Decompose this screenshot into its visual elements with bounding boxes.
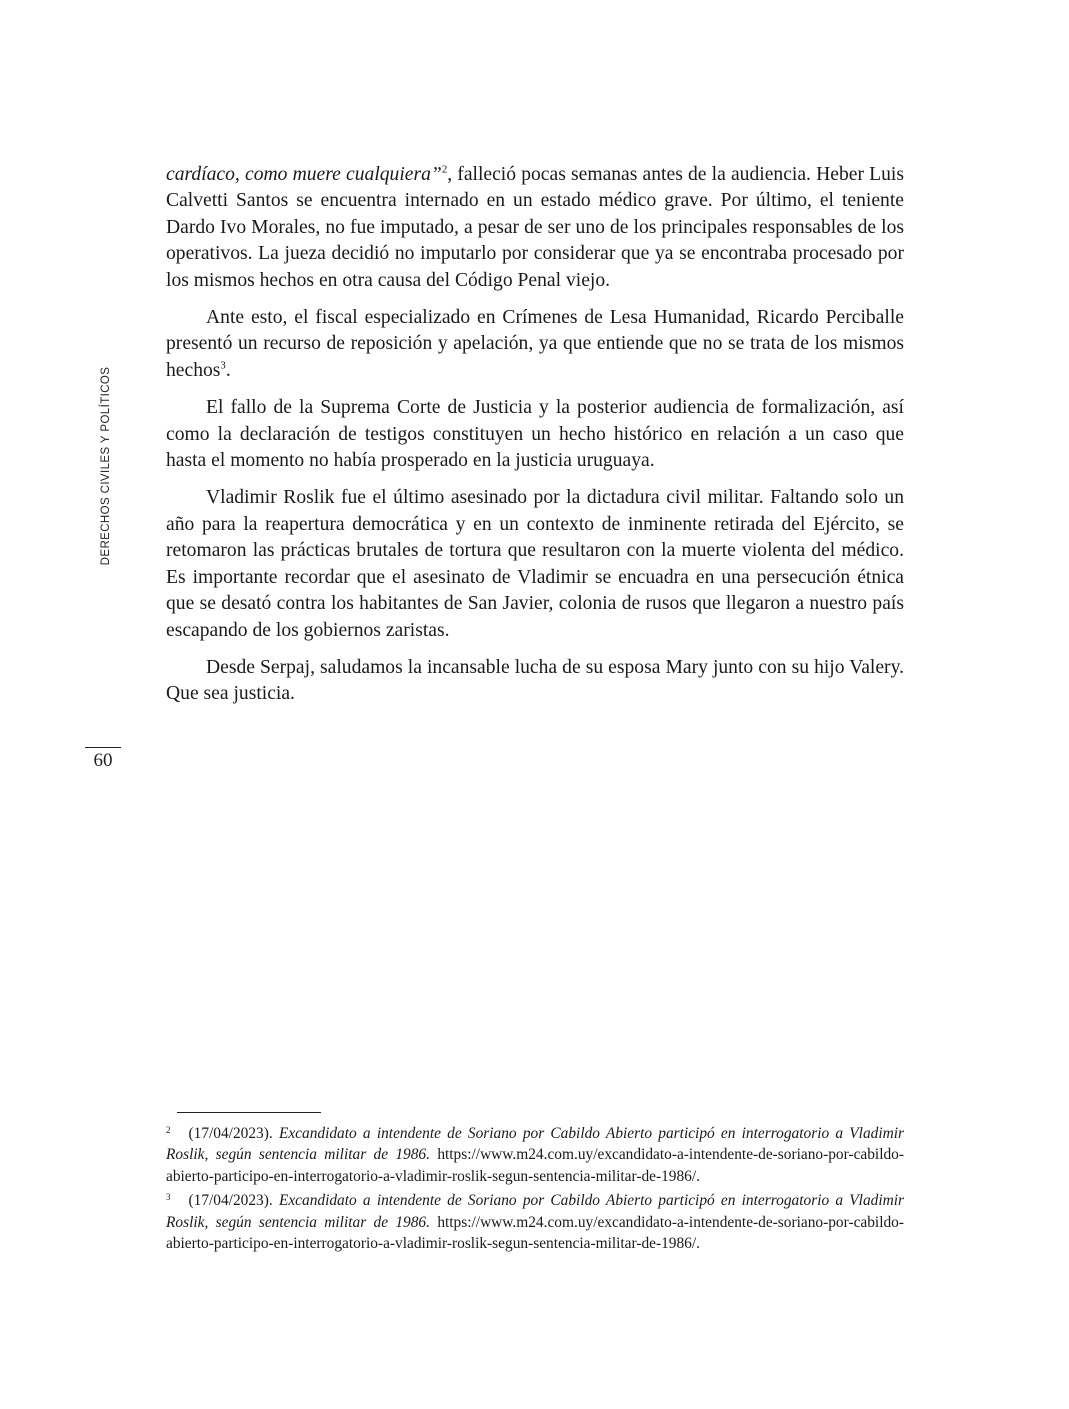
paragraph-3: El fallo de la Suprema Corte de Justicia y la posterior audiencia de formalización, así como la declaración de testigos constituyen un hecho histórico en relación a un caso que hasta el momento no había prosperado en la justicia uruguaya. — [166, 397, 904, 472]
paragraph-4: Vladimir Roslik fue el último asesinado por la dictadura civil militar. Faltando solo un año para la reapertura democrática y en un contexto de inminente retirada del Ejército, se retomaron las prácticas brutales de tortura que resultaron con la muerte violenta del médico. Es importante recordar que el asesinato de Vladimir se encuadra en una persecución étnica que se desató contra los habitantes de San Javier, colonia de rusos que llegaron a nuestro país escapando de los gobiernos zaristas. — [166, 487, 904, 641]
footnote-number: 2 — [166, 1125, 171, 1135]
paragraph-5: Desde Serpaj, saludamos la incansable lucha de su esposa Mary junto con su hijo Valery. Que sea justicia. — [166, 656, 904, 705]
footnote-date: (17/04/2023). — [188, 1192, 273, 1210]
body-text — [166, 162, 904, 719]
quote-text: cardíaco, como muere cualquiera” — [166, 164, 442, 185]
footnote-title: Excandidato a intendente de Soriano por Cabildo Abierto participó en interrogatorio a Vladimir Roslik, según sentencia militar de 1986. — [166, 1192, 904, 1231]
paragraph-2-text: Ante esto, el fiscal especializado en Crímenes de Lesa Humanidad, Ricardo Perciballe presentó un recurso de reposición y apelación, ya que entiende que no se trata de los mismos hechos — [166, 307, 904, 381]
footnote-2 — [166, 1120, 904, 1187]
paragraph-1-text: , falleció pocas semanas antes de la audiencia. Heber Luis Calvetti Santos se encuentra internado en un estado médico grave. Por último, el teniente Dardo Ivo Morales, no fue imputado, a pesar de ser uno de los principales responsables de los operativos. La jueza decidió no imputarlo por considerar que ya se encontraba procesado por los mismos hechos en otra causa del Código Penal viejo. — [166, 164, 904, 291]
page-number-rule — [85, 747, 121, 748]
footnotes — [166, 1120, 904, 1254]
footnote-title: Excandidato a intendente de Soriano por Cabildo Abierto participó en interrogatorio a Vladimir Roslik, según sentencia militar de 1986. — [166, 1125, 904, 1164]
footnote-3 — [166, 1187, 904, 1254]
footnote-date: (17/04/2023). — [188, 1125, 273, 1142]
section-side-label: DERECHOS CIVILES Y POLÍTICOS — [100, 366, 112, 566]
footnote-ref-3[interactable]: 3 — [220, 359, 226, 372]
paragraph-1 — [166, 162, 904, 294]
footnote-ref-2[interactable]: 2 — [441, 163, 448, 176]
paragraph-2 — [166, 305, 904, 384]
footnote-number: 3 — [166, 1192, 171, 1203]
footnote-url[interactable]: https://www.m24.com.uy/excandidato-a-intendente-de-soriano-por-cabildo-abierto-participo-en-interrogatorio-a-vladimir-roslik-segun-sentencia-militar-de-1986/. — [166, 1146, 904, 1185]
paragraph-2-end: . — [225, 359, 231, 381]
page-number: 60 — [93, 750, 113, 771]
footnote-url[interactable]: https://www.m24.com.uy/excandidato-a-intendente-de-soriano-por-cabildo-abierto-participo-en-interrogatorio-a-vladimir-roslik-segun-sentencia-militar-de-1986/. — [166, 1213, 904, 1253]
footnote-separator — [177, 1112, 321, 1113]
